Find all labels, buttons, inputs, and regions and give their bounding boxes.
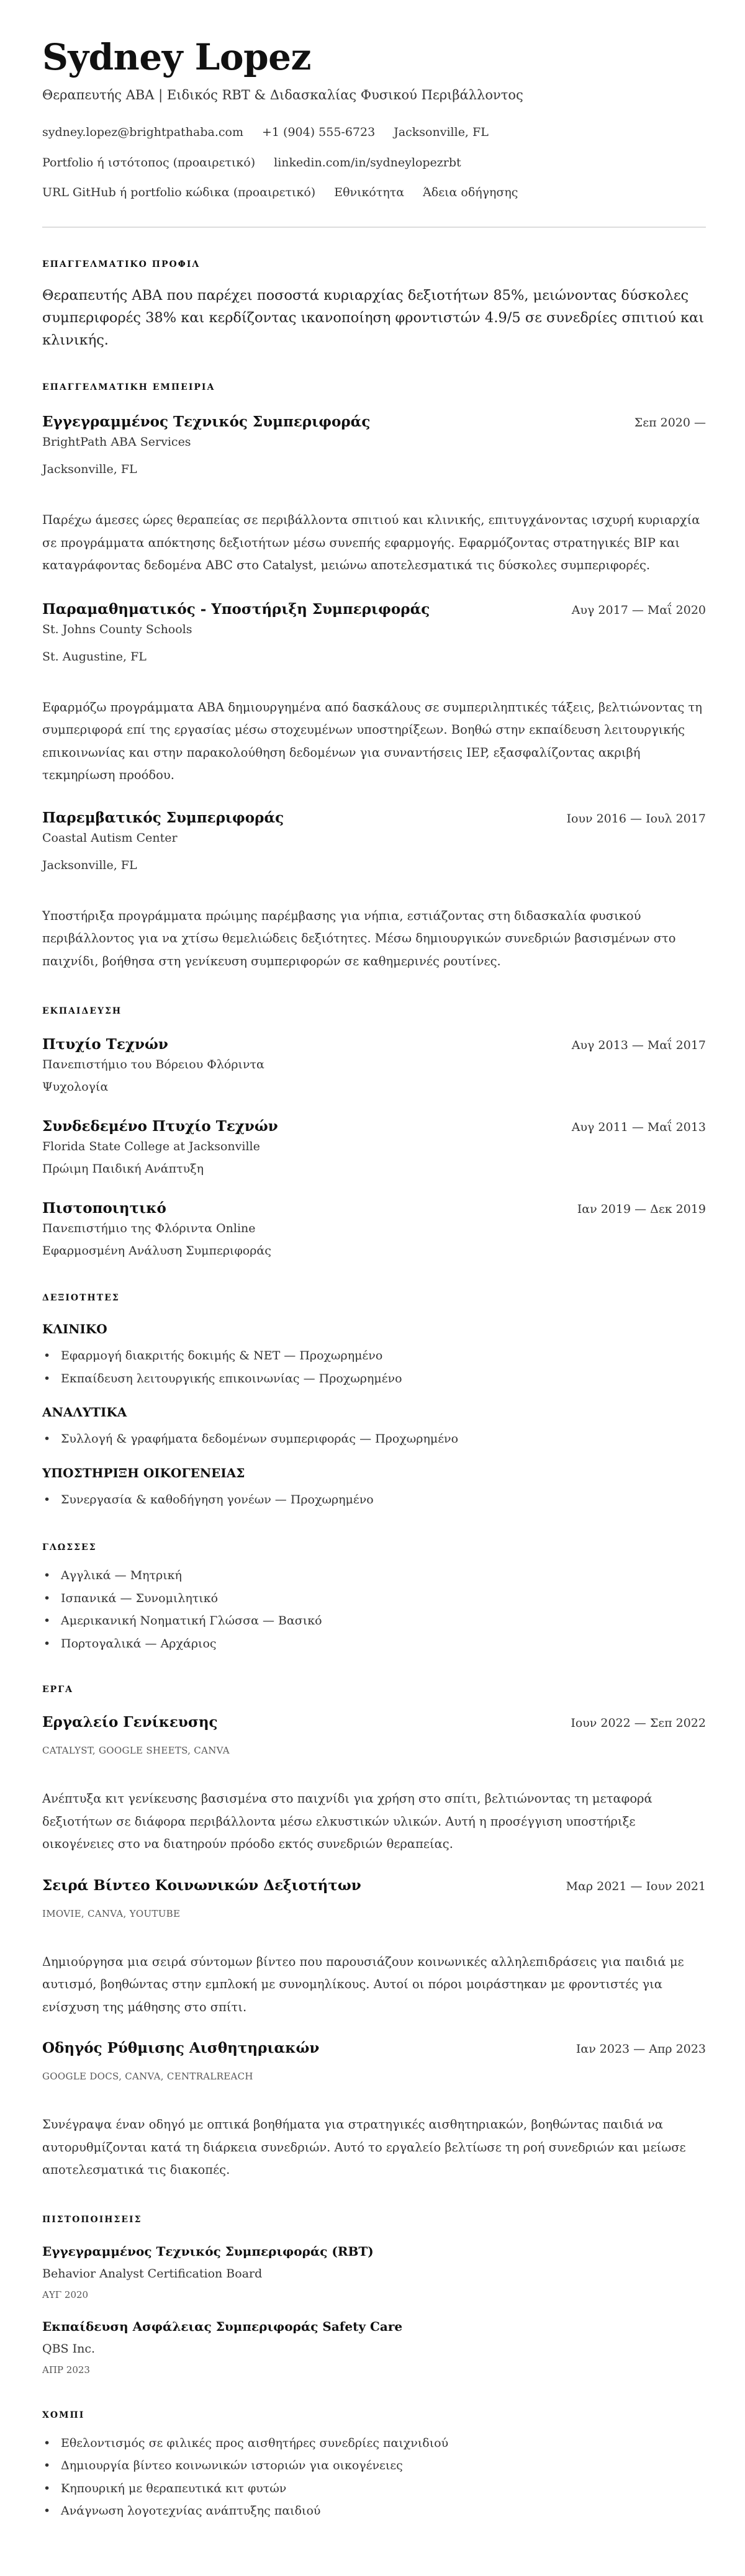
education-section [42,1005,706,1260]
job-entry [42,412,706,577]
candidate-name: Sydney Lopez [42,36,311,78]
skill-item [42,1367,706,1390]
skill-list [42,1344,706,1390]
experience-section [42,381,706,973]
contact-row [42,123,706,142]
project-title: Εργαλείο Γενίκευσης [42,1714,218,1731]
education-dates: Αυγ 2011 — Μαΐ 2013 [571,1120,706,1134]
project-entry [42,2038,706,2182]
section-heading: ΕΠΑΓΓΕΛΜΑΤΙΚΗ ΕΜΠΕΙΡΙΑ [42,382,215,392]
hobby-item [42,2477,706,2500]
job-title: Εγγεγραμμένος Τεχνικός Συμπεριφοράς [42,413,371,430]
location: Jacksonville, FL [394,125,489,139]
section-heading: ΧΟΜΠΙ [42,2410,85,2420]
bullet-icon: • [43,1432,51,1446]
project-dates: Μαρ 2021 — Ιουν 2021 [566,1879,706,1893]
project-entry [42,1713,706,1856]
job-dates: Σεπ 2020 — [634,416,706,430]
company: BrightPath ABA Services [42,435,191,449]
bullet-icon: • [43,2504,51,2518]
job-title: Παραμαθηματικός - Υποστήριξη Συμπεριφοράς [42,600,430,618]
project-tech: IMOVIE, CANVA, YOUTUBE [42,1907,181,1919]
certifications-section [42,2213,706,2377]
bullet-icon: • [43,1349,51,1362]
section-heading: ΕΡΓΑ [42,1685,73,1695]
job-dates: Αυγ 2017 — Μαΐ 2020 [571,603,706,617]
skill-list [42,1428,706,1451]
company: St. Johns County Schools [42,622,192,636]
education-entry [42,1199,706,1260]
certification-entry [42,2318,706,2377]
hobby-text: Ανάγνωση λογοτεχνίας ανάπτυξης παιδιού [61,2504,321,2518]
skill-list [42,1488,706,1511]
section-heading: ΕΚΠΑΙΔΕΥΣΗ [42,1006,122,1016]
bullet-icon: • [43,1591,51,1605]
project-entry [42,1876,706,2019]
language-text: Πορτογαλικά — Αρχάριος [61,1636,217,1651]
section-heading: ΕΠΑΓΓΕΛΜΑΤΙΚΟ ΠΡΟΦΙΛ [42,259,201,269]
certification-date: ΑΠΡ 2023 [42,2364,90,2376]
certification-issuer: Behavior Analyst Certification Board [42,2266,263,2281]
projects-section [42,1683,706,2182]
profile-section [42,258,706,351]
job-description: Υποστήριξα προγράμματα πρώιμης παρέμβασης για νήπια, εστιάζοντας στη διδασκαλία φυσικού περιβάλλοντος για να χτίσω θεμελιώδεις δεξιότητες. Μέσω δημιουργικών συνεδριών βασισμένων στο παιχνίδι, βοήθησα στη γενίκευση συμπεριφορών σε καθημερινές ρουτίνες. [42,908,676,968]
skill-item [42,1344,706,1367]
project-description: Ανέπτυξα κιτ γενίκευσης βασισμένα στο παιχνίδι για χρήση στο σπίτι, βελτιώνοντας τη μεταφορά δεξιοτήτων σε διάφορα περιβάλλοντα μέσω ελκυστικών υλικών. Αυτή η προσέγγιση υποστήριξε οικογένειες στο να διατηρούν πρόοδο εκτός συνεδριών θεραπείας. [42,1791,652,1851]
languages-section [42,1541,706,1655]
skills-section [42,1292,706,1511]
bullet-icon: • [43,1569,51,1582]
project-description: Συνέγραψα έναν οδηγό με οπτικά βοηθήματα για στρατηγικές αισθητηριακών, βοηθώντας παιδιά να αυτορυθμίζονται κατά τη διάρκεια συνεδριών. Αυτό το εργαλείο βελτίωσε τη ροή συνεδριών και μείωσε αποτελεσματικά τις διακοπές. [42,2117,686,2177]
school: Πανεπιστήμιο του Βόρειου Φλόριντα [42,1058,264,1071]
degree: Πιστοποιητικό [42,1200,166,1217]
linkedin-link[interactable]: linkedin.com/in/sydneylopezrbt [274,156,461,169]
skill-group-title: ΑΝΑΛΥΤΙΚΑ [42,1405,127,1420]
language-item [42,1610,706,1633]
language-text: Αμερικανική Νοηματική Γλώσσα — Βασικό [61,1614,322,1628]
bullet-icon: • [43,2481,51,2495]
skill-text: Εφαρμογή διακριτής δοκιμής & NET — Προχωρημένο [61,1349,383,1362]
language-list [42,1564,706,1655]
bullet-icon: • [43,1492,51,1506]
hobbies-section [42,2409,706,2523]
contact-row [42,183,706,202]
job-description: Παρέχω άμεσες ώρες θεραπείας σε περιβάλλοντα σπιτιού και κλινικής, επιτυγχάνοντας ισχυρή κυριαρχία σε προγράμματα απόκτησης δεξιοτήτων μέσω συνεπής εφαρμογής. Εφαρμόζοντας στρατηγικές BIP και καταγράφοντας δεδομένα ABC στο Catalyst, μειώνω αποτελεσματικά τις δύσκολες συμπεριφορές. [42,513,700,572]
skill-text: Εκπαίδευση λειτουργικής επικοινωνίας — Προχωρημένο [61,1371,402,1385]
language-item [42,1587,706,1610]
project-tech: CATALYST, GOOGLE SHEETS, CANVA [42,1745,230,1756]
driving-license: Άδεια οδήγησης [423,186,518,199]
hobby-text: Κηπουρική με θεραπευτικά κιτ φυτών [61,2481,287,2495]
job-location: Jacksonville, FL [42,858,137,872]
degree: Πτυχίο Τεχνών [42,1036,168,1053]
bullet-icon: • [43,2459,51,2472]
job-entry [42,808,706,973]
bullet-icon: • [43,1371,51,1385]
education-entry [42,1035,706,1096]
skill-item [42,1488,706,1511]
job-dates: Ιουν 2016 — Ιουλ 2017 [566,811,706,826]
nationality: Εθνικότητα [334,186,405,199]
job-title: Παρεμβατικός Συμπεριφοράς [42,809,284,826]
divider [42,227,706,228]
email-link[interactable]: sydney.lopez@brightpathaba.com [42,125,243,139]
certification-entry [42,2243,706,2302]
education-dates: Ιαν 2019 — Δεκ 2019 [577,1202,706,1216]
project-dates: Ιουν 2022 — Σεπ 2022 [571,1716,706,1730]
job-location: Jacksonville, FL [42,462,137,476]
skill-group-title: ΥΠΟΣΤΗΡΙΞΗ ΟΙΚΟΓΕΝΕΙΑΣ [42,1465,245,1480]
section-heading: ΔΕΞΙΟΤΗΤΕΣ [42,1293,120,1303]
degree: Συνδεδεμένο Πτυχίο Τεχνών [42,1118,278,1135]
skill-item [42,1428,706,1451]
bullet-icon: • [43,2436,51,2450]
school: Πανεπιστήμιο της Φλόριντα Online [42,1222,256,1235]
project-description: Δημιούργησα μια σειρά σύντομων βίντεο που παρουσιάζουν κοινωνικές αλληλεπιδράσεις για παιδιά με αυτισμό, βοηθώντας στην εμπλοκή με συνομηλίκους. Αυτοί οι πόροι μοιράστηκαν με φροντιστές για ενίσχυση της μάθησης στο σπίτι. [42,1954,684,2014]
contact-row [42,153,706,172]
job-entry [42,600,706,787]
language-text: Ισπανικά — Συνομιλητικό [61,1591,219,1605]
hobby-text: Δημιουργία βίντεο κοινωνικών ιστοριών για οικογένειες [61,2459,403,2472]
hobby-item [42,2432,706,2455]
project-tech: GOOGLE DOCS, CANVA, CENTRALREACH [42,2071,253,2082]
education-entry [42,1117,706,1178]
bullet-icon: • [43,1614,51,1628]
certification-title: Εγγεγραμμένος Τεχνικός Συμπεριφοράς (RBT) [42,2243,374,2259]
school: Florida State College at Jacksonville [42,1140,260,1153]
certification-issuer: QBS Inc. [42,2341,96,2356]
language-text: Αγγλικά — Μητρική [61,1569,182,1582]
language-item [42,1564,706,1587]
certification-title: Εκπαίδευση Ασφάλειας Συμπεριφοράς Safety Care [42,2318,403,2334]
company: Coastal Autism Center [42,831,178,845]
portfolio-link[interactable]: Portfolio ή ιστότοπος (προαιρετικό) [42,156,256,169]
project-title: Οδηγός Ρύθμισης Αισθητηριακών [42,2040,320,2056]
phone: +1 (904) 555-6723 [261,125,376,139]
github-link[interactable]: URL GitHub ή portfolio κώδικα (προαιρετικό) [42,186,316,199]
hobby-item [42,2454,706,2477]
bullet-icon: • [43,1636,51,1651]
project-dates: Ιαν 2023 — Απρ 2023 [576,2042,706,2056]
section-heading: ΠΙΣΤΟΠΟΙΗΣΕΙΣ [42,2214,142,2225]
certification-date: ΑΥΓ 2020 [42,2289,89,2300]
education-dates: Αυγ 2013 — Μαΐ 2017 [571,1038,706,1052]
skill-text: Συνεργασία & καθοδήγηση γονέων — Προχωρημένο [61,1492,374,1506]
skill-group-title: ΚΛΙΝΙΚΟ [42,1322,107,1336]
hobby-text: Εθελοντισμός σε φιλικές προς αισθητήρες συνεδρίες παιχνιδιού [61,2436,449,2450]
headline: Θεραπευτής ABA | Ειδικός RBT & Διδασκαλίας Φυσικού Περιβάλλοντος [42,88,523,102]
skill-text: Συλλογή & γραφήματα δεδομένων συμπεριφοράς — Προχωρημένο [61,1432,459,1446]
hobby-list [42,2432,706,2523]
field-of-study: Ψυχολογία [42,1080,109,1094]
job-location: St. Augustine, FL [42,649,147,664]
resume-header [42,38,706,202]
section-heading: ΓΛΩΣΣΕΣ [42,1542,97,1552]
language-item [42,1633,706,1655]
project-title: Σειρά Βίντεο Κοινωνικών Δεξιοτήτων [42,1876,361,1894]
hobby-item [42,2500,706,2523]
field-of-study: Πρώιμη Παιδική Ανάπτυξη [42,1162,204,1176]
field-of-study: Εφαρμοσμένη Ανάλυση Συμπεριφοράς [42,1244,271,1258]
job-description: Εφαρμόζω προγράμματα ABA δημιουργημένα από δασκάλους σε συμπεριληπτικές τάξεις, βελτιώνοντας τη συμπεριφορά επί της εργασίας μέσω στοχευμένων υποστηρίξεων. Βοηθώ στην εκπαίδευση λειτουργικής επικοινωνίας και στην παρακολούθηση δεδομένων για συναντήσεις IEP, εξασφαλίζοντας ακριβή τεκμηρίωση προόδου. [42,700,702,782]
profile-summary: Θεραπευτής ABA που παρέχει ποσοστά κυριαρχίας δεξιοτήτων 85%, μειώνοντας δύσκολες συμπεριφορές 38% και κερδίζοντας ικανοποίηση φροντιστών 4.9/5 σε συνεδρίες σπιτιού και κλινικής. [42,287,705,348]
